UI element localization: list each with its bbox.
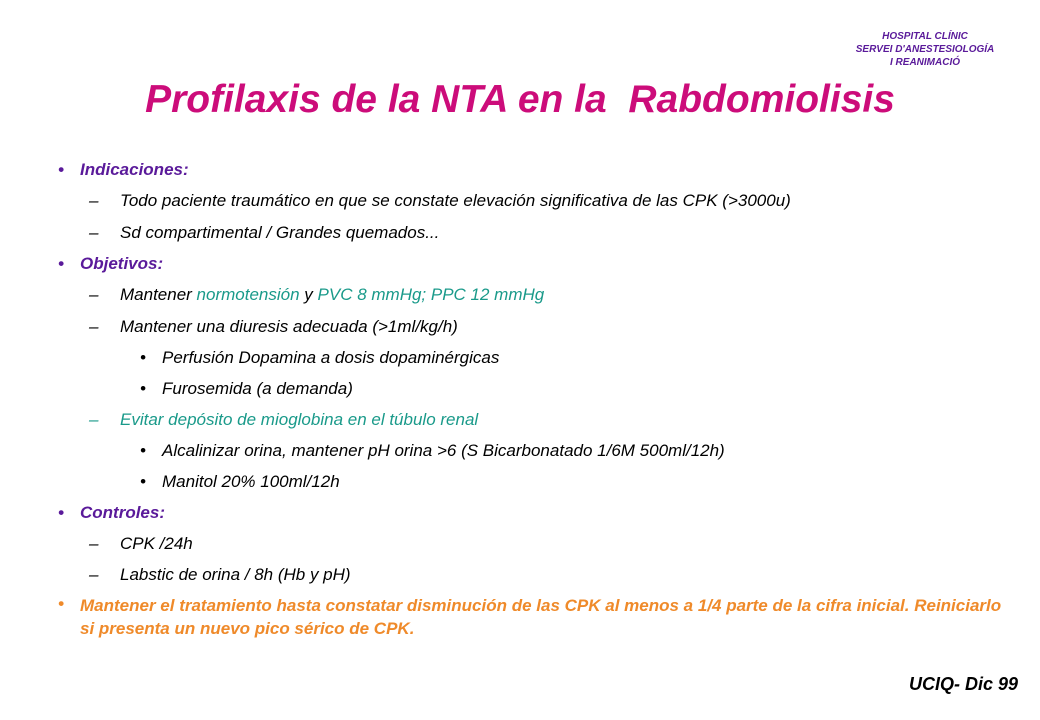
list-item-text: Todo paciente traumático en que se constate elevación significativa de las CPK (>3000u) — [120, 191, 791, 210]
dash-icon: – — [89, 191, 99, 210]
list-item-text: Sd compartimental / Grandes quemados... — [120, 223, 440, 242]
sub-item-text: Alcalinizar orina, mantener pH orina >6 (S Bicarbonatado 1/6M 500ml/12h) — [162, 441, 725, 460]
dash-icon: – — [89, 223, 99, 242]
highlight-pressures: PVC 8 mmHg; PPC 12 mmHg — [317, 285, 545, 304]
text-prefix: Mantener — [120, 285, 197, 304]
dash-icon: – — [89, 565, 99, 584]
footer-label: UCIQ- Dic 99 — [908, 674, 1018, 694]
bullet-icon: • — [58, 160, 64, 179]
list-item-text: Labstic de orina / 8h (Hb y pH) — [120, 565, 351, 584]
bullet-icon: • — [140, 379, 146, 398]
section-label: Objetivos: — [80, 254, 164, 273]
highlight-normotension: normotensión — [196, 285, 300, 304]
dash-icon: – — [89, 317, 99, 336]
sub-item-text: Perfusión Dopamina a dosis dopaminérgicas — [162, 348, 500, 367]
dash-icon: – — [89, 534, 99, 553]
text-mid: y — [299, 285, 318, 304]
dash-icon: – — [89, 285, 99, 304]
bullet-icon: • — [140, 348, 146, 367]
section-label: Controles: — [80, 503, 165, 522]
bullet-icon: • — [58, 594, 64, 613]
list-item-text: Mantener una diuresis adecuada (>1ml/kg/h) — [120, 317, 458, 336]
sub-item-text: Manitol 20% 100ml/12h — [162, 472, 340, 491]
final-note-text: Mantener el tratamiento hasta constatar disminución de las CPK al menos a 1/4 parte de la cifra inicial. Reiniciarlo si presenta un nuevo pico sérico de CPK. — [80, 596, 1002, 638]
org-line-1: HOSPITAL CLÍNIC — [882, 31, 968, 42]
slide-title: Profilaxis de la NTA en la Rabdomiolisis — [145, 78, 895, 121]
dash-icon: – — [89, 410, 99, 429]
bullet-icon: • — [140, 472, 146, 491]
list-item-text: CPK /24h — [120, 534, 193, 553]
hospital-header — [820, 30, 1030, 69]
sub-item-text: Furosemida (a demanda) — [162, 379, 353, 398]
org-line-3: I REANIMACIÓ — [890, 57, 960, 68]
section-label: Indicaciones: — [80, 160, 189, 179]
org-line-2: SERVEI D'ANESTESIOLOGÍA — [855, 44, 995, 55]
bullet-icon: • — [140, 441, 146, 460]
bullet-icon: • — [58, 503, 64, 522]
bullet-icon: • — [58, 254, 64, 273]
list-item-text: Evitar depósito de mioglobina en el túbulo renal — [120, 410, 479, 429]
list-item-text — [120, 285, 544, 305]
